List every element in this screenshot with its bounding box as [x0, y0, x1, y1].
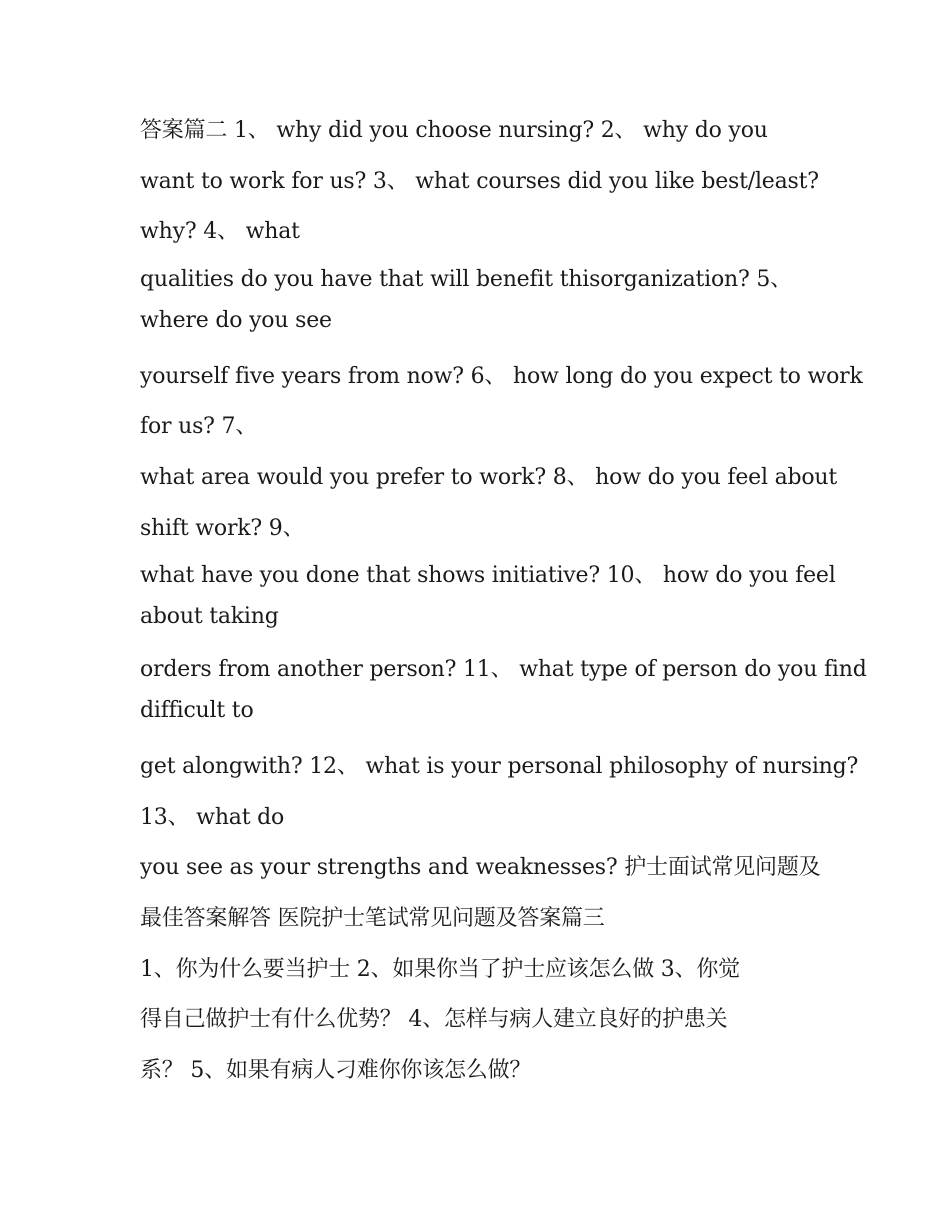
text-line: want to work for us? 3、 what courses did you like best/least?: [140, 168, 819, 194]
text-line: 答案篇二 1、 why did you choose nursing? 2、 why do you: [140, 118, 768, 143]
text-line: where do you see: [140, 307, 332, 333]
text-line: get alongwith? 12、 what is your personal philosophy of nursing?: [140, 754, 859, 780]
text-line: you see as your strengths and weaknesses? 护士面试常见问题及: [140, 855, 821, 881]
text-line: shift work? 9、: [140, 515, 305, 541]
text-line: 13、 what do: [140, 804, 285, 830]
text-line: what have you done that shows initiative? 10、 how do you feel: [140, 563, 836, 589]
text-line: 1、你为什么要当护士 2、如果你当了护士应该怎么做 3、你觉: [140, 956, 740, 982]
text-line: 得自己做护士有什么优势？ 4、怎样与病人建立良好的护患关: [140, 1007, 728, 1033]
text-line: yourself five years from now? 6、 how long do you expect to work: [140, 363, 863, 389]
text-line: what area would you prefer to work? 8、 how do you feel about: [140, 464, 838, 490]
text-line: why? 4、 what: [140, 219, 300, 245]
text-line: qualities do you have that will benefit thisorganization? 5、: [140, 266, 792, 292]
document-body: [140, 106, 867, 1096]
text-line: 系？ 5、如果有病人刁难你你该怎么做？: [140, 1057, 532, 1083]
text-line: 最佳答案解答 医院护士笔试常见问题及答案篇三: [140, 905, 605, 931]
text-line: orders from another person? 11、 what type of person do you find: [140, 657, 867, 683]
text-line: for us? 7、: [140, 414, 258, 440]
text-line: about taking: [140, 604, 279, 630]
text-line: difficult to: [140, 698, 254, 724]
